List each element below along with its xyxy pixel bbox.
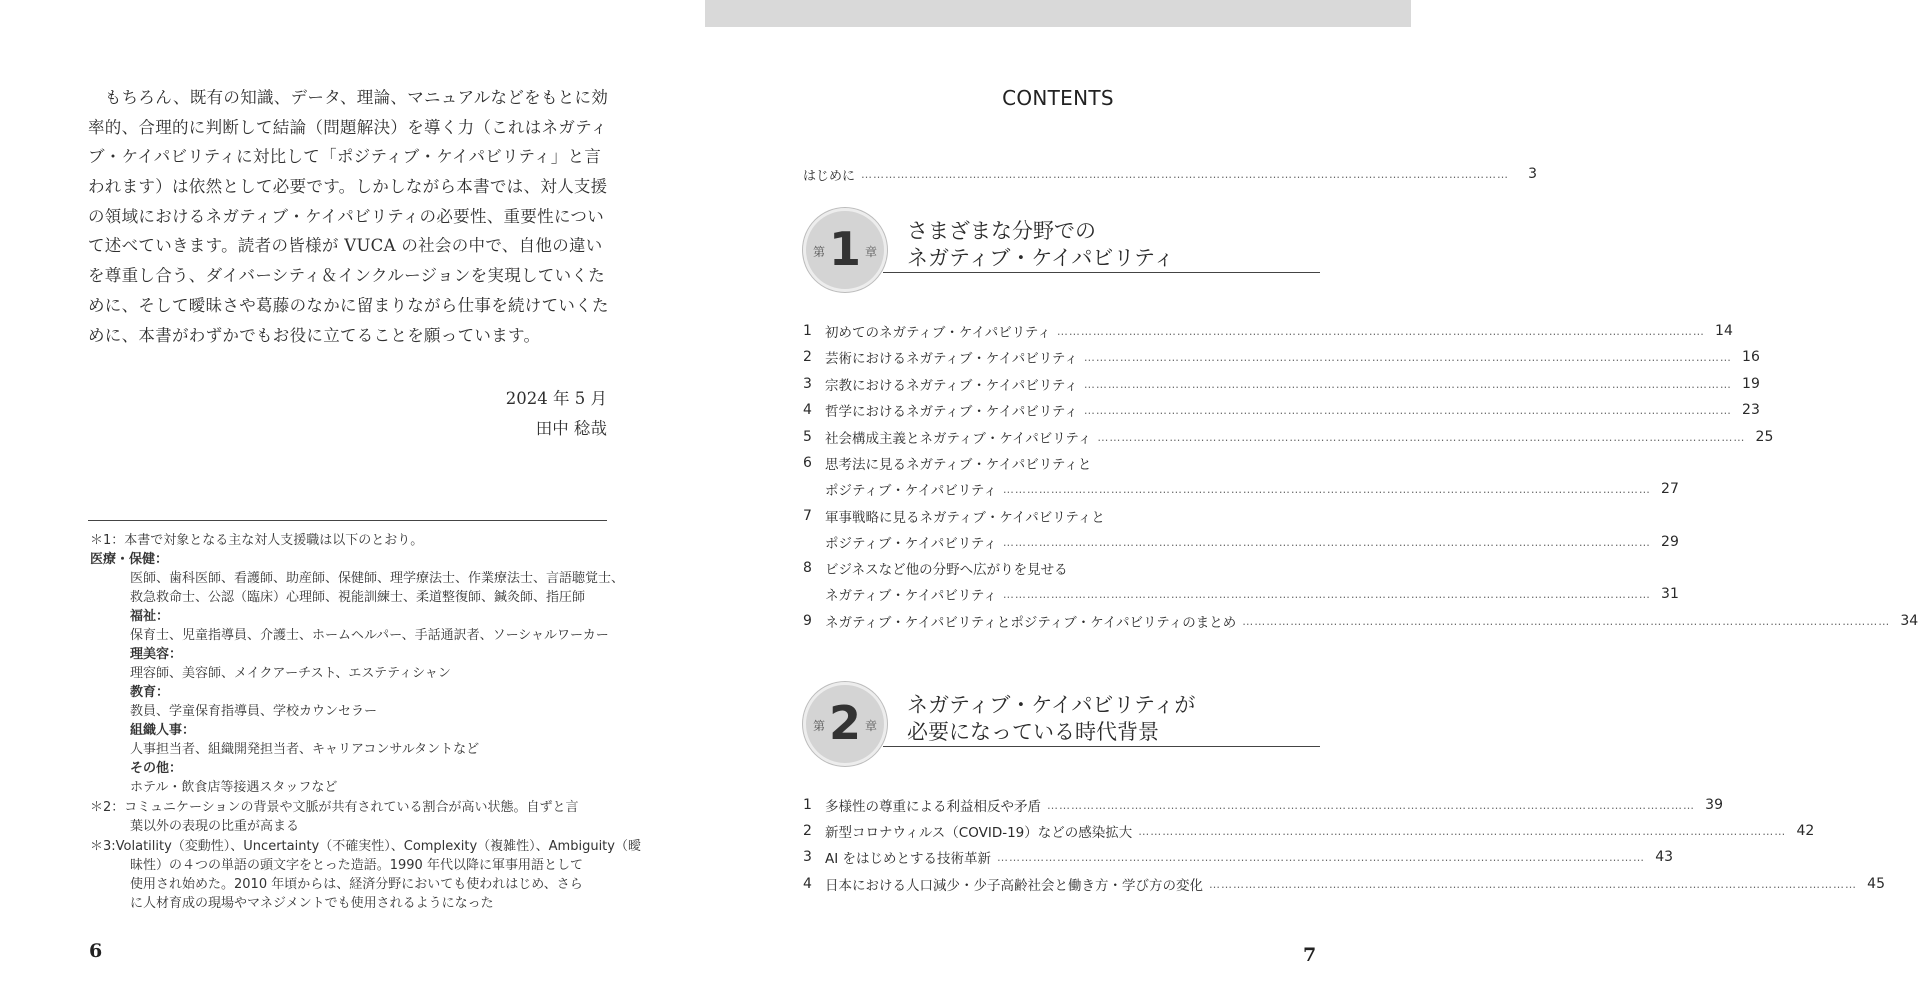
footnote-1-intro: ＊1：本書で対象となる主な対人支援職は以下のとおり。 — [90, 533, 424, 548]
toc-entry[interactable] — [803, 453, 1320, 473]
footnote-medical-line: 医師、歯科医師、看護師、助産師、保健師、理学療法士、作業療法士、言語聴覚士、 — [130, 571, 625, 586]
footnote-divider — [88, 520, 607, 521]
paragraph-line: の領域におけるネガティブ・ケイパビリティの必要性、重要性につい — [88, 206, 605, 226]
chapter-badge — [803, 208, 887, 292]
toc-entry-title: 軍事戦略に見るネガティブ・ケイパビリティと — [825, 510, 1105, 526]
chapter-sho-label: 章 — [864, 245, 877, 259]
top-gray-band — [705, 0, 1411, 27]
chapter-sho-label: 章 — [864, 719, 877, 733]
chapter-title — [907, 218, 1174, 272]
paragraph-line: ブ・ケイパビリティに対比して「ポジティブ・ケイパビリティ」と言 — [88, 147, 602, 167]
toc-leader-dots: ……………………………………………………………………………………………………………………………………………… — [1083, 403, 1732, 417]
toc-entry-page: 25 — [1755, 429, 1774, 445]
toc-entry-title: 思考法に見るネガティブ・ケイパビリティと — [825, 457, 1092, 473]
footnote-education-label: 教育： — [130, 685, 170, 700]
toc-entry-intro[interactable] — [803, 164, 1538, 184]
paragraph-line: めに、そして曖昧さや葛藤のなかに留まりながら仕事を続けていくた — [88, 295, 609, 315]
chapter-title-line: ネガティブ・ケイパビリティ — [907, 246, 1175, 270]
toc-entry-number: 2 — [803, 349, 812, 365]
footnote-welfare-label: 福祉： — [130, 609, 170, 624]
left-page — [0, 0, 705, 1000]
toc-entry-number: 1 — [803, 323, 812, 339]
toc-entry-page: 3 — [1528, 166, 1538, 182]
toc-leader-dots: ……………………………………………………………………………………………………………………………………………… — [1097, 430, 1746, 444]
afterword-paragraph — [88, 83, 612, 350]
chapter-2-header — [803, 682, 1320, 766]
toc-entry-page: 16 — [1742, 349, 1760, 365]
chapter-dai-label: 第 — [813, 719, 826, 733]
toc-entry-title: ビジネスなど他の分野へ広がりを見せる — [825, 562, 1068, 578]
toc-entry[interactable] — [803, 347, 1760, 367]
toc-entry-number: 6 — [803, 455, 812, 471]
footnote-hr-label: 組織人事： — [130, 723, 196, 738]
toc-entry-number: 1 — [803, 797, 812, 813]
toc-entry-title: ポジティブ・ケイパビリティ — [825, 483, 997, 499]
toc-leader-dots: ……………………………………………………………………………………………………………………………………………… — [1209, 877, 1857, 891]
toc-entry-page: 29 — [1661, 534, 1679, 550]
footnote-education-items: 教員、学童保育指導員、学校カウンセラー — [130, 704, 378, 719]
toc-entry-title: AI をはじめとする技術革新 — [825, 851, 992, 867]
toc-entry-page: 19 — [1742, 376, 1760, 392]
toc-entry-number: 9 — [803, 613, 812, 629]
toc-entry[interactable] — [803, 374, 1760, 394]
signature-author: 田中 稔哉 — [535, 419, 607, 438]
toc-entry-title: 日本における人口減少・少子高齢社会と働き方・学び方の変化 — [825, 878, 1203, 894]
toc-entry-title: 多様性の尊重による利益相反や矛盾 — [825, 799, 1041, 815]
toc-entry-title: ネガティブ・ケイパビリティ — [825, 588, 997, 604]
toc-entry[interactable] — [803, 847, 1674, 867]
toc-leader-dots: ……………………………………………………………………………………………………………………………………………… — [1242, 614, 1891, 628]
footnote-3-cont: 使用され始めた。2010 年頃からは、経済分野においても使われはじめ、さら — [130, 877, 583, 892]
paragraph-line: めに、本書がわずかでもお役に立てることを願っています。 — [88, 325, 541, 345]
page-number-left: 6 — [89, 940, 103, 962]
toc-entry-number: 2 — [803, 823, 812, 839]
toc-entry-title: 初めてのネガティブ・ケイパビリティ — [825, 325, 1051, 341]
toc-entry-number: 3 — [803, 376, 812, 392]
toc-leader-dots: ……………………………………………………………………………………………………………………………………………… — [1047, 798, 1695, 812]
footnote-beauty-label: 理美容： — [130, 647, 183, 662]
toc-entry-title: 哲学におけるネガティブ・ケイパビリティ — [825, 404, 1078, 420]
toc-entry[interactable] — [803, 821, 1815, 841]
chapter-title — [907, 692, 1195, 746]
toc-entry-page: 42 — [1796, 823, 1815, 839]
chapter-title-line: ネガティブ・ケイパビリティが — [907, 693, 1196, 717]
toc-leader-dots: ……………………………………………………………………………………………………………………………………………… — [1138, 824, 1787, 838]
toc-entry-page: 14 — [1715, 323, 1733, 339]
chapter-title-line: 必要になっている時代背景 — [907, 720, 1159, 744]
paragraph-line: を尊重し合う、ダイバーシティ＆インクルージョンを実現していくた — [88, 266, 606, 286]
toc-entry-title: 新型コロナウィルス（COVID-19）などの感染拡大 — [825, 825, 1133, 841]
footnote-3-cont: に人材育成の現場やマネジメントでも使用されるようになった — [130, 896, 494, 911]
chapter-number: 1 — [828, 222, 861, 276]
toc-entry-title: 芸術におけるネガティブ・ケイパビリティ — [825, 351, 1078, 367]
toc-entry-title: 社会構成主義とネガティブ・ケイパビリティ — [825, 431, 1092, 447]
toc-entry[interactable] — [803, 506, 1320, 526]
toc-entry[interactable] — [803, 874, 1885, 894]
footnote-other-items: ホテル・飲食店等接遇スタッフなど — [130, 780, 338, 795]
toc-entry-title: 宗教におけるネガティブ・ケイパビリティ — [825, 378, 1078, 394]
footnote-3-cont: 昧性）の４つの単語の頭文字をとった造語。1990 年代以降に軍事用語として — [130, 858, 583, 873]
paragraph-line: われます）は依然として必要です。しかしながら本書では、対人支援 — [88, 177, 608, 197]
toc-entry-title: はじめに — [803, 168, 856, 184]
paragraph-line: 率的、合理的に判断して結論（問題解決）を導く力（これはネガティ — [88, 117, 608, 137]
footnote-medical-line: 救急救命士、公認（臨床）心理師、視能訓練士、柔道整復師、鍼灸師、指圧師 — [130, 590, 586, 605]
toc-entry[interactable] — [803, 321, 1733, 341]
chapter-title-line: さまざまな分野での — [907, 219, 1096, 243]
right-page — [705, 0, 1918, 1000]
toc-leader-dots: ……………………………………………………………………………………………………………………………………………… — [1083, 350, 1732, 364]
toc-entry-page: 31 — [1661, 586, 1679, 602]
toc-entry-number: 7 — [803, 508, 812, 524]
toc-leader-dots: ……………………………………………………………………………………………………………………………………………… — [861, 167, 1510, 181]
toc-entry[interactable] — [803, 427, 1774, 447]
toc-entry-title: ネガティブ・ケイパビリティとポジティブ・ケイパビリティのまとめ — [825, 615, 1237, 631]
toc-entry-continuation[interactable] — [803, 479, 1679, 499]
toc-entry-page: 45 — [1867, 876, 1885, 892]
toc-leader-dots: ……………………………………………………………………………………………………………………………………………… — [1002, 482, 1651, 496]
toc-leader-dots: ……………………………………………………………………………………………………………………………………………… — [1056, 324, 1705, 338]
footnote-hr-items: 人事担当者、組織開発担当者、キャリアコンサルタントなど — [130, 742, 480, 757]
toc-leader-dots: ……………………………………………………………………………………………………………………………………………… — [1002, 535, 1651, 549]
toc-entry-page: 43 — [1655, 849, 1674, 865]
chapter-dai-label: 第 — [813, 245, 826, 259]
page-number-right: 7 — [1303, 944, 1317, 966]
toc-entry[interactable] — [803, 611, 1918, 631]
toc-entry-number: 4 — [803, 402, 812, 418]
footnote-2-cont: 葉以外の表現の比重が高まる — [130, 819, 300, 834]
toc-entry-number: 3 — [803, 849, 812, 865]
chapter-badge — [803, 682, 887, 766]
toc-entry-page: 34 — [1900, 613, 1918, 629]
toc-leader-dots: ……………………………………………………………………………………………………………………………………………… — [997, 850, 1646, 864]
footnote-other-label: その他： — [130, 761, 183, 776]
footnote-medical-label: 医療・保健： — [90, 552, 169, 567]
toc-entry-page: 39 — [1705, 797, 1723, 813]
footnote-2: ＊2：コミュニケーションの背景や文脈が共有されている割合が高い状態。自ずと言 — [90, 800, 579, 815]
toc-entry-continuation[interactable] — [803, 584, 1679, 604]
toc-entry-continuation[interactable] — [803, 532, 1679, 552]
chapter-1-header — [803, 208, 1320, 292]
footnote-welfare-items: 保育士、児童指導員、介護士、ホームヘルパー、手話通訳者、ソーシャルワーカー — [130, 628, 609, 643]
paragraph-line: て述べていきます。読者の皆様が VUCA の社会の中で、自他の違い — [88, 236, 603, 256]
toc-entry-page: 27 — [1661, 481, 1679, 497]
footnote-beauty-items: 理容師、美容師、メイクアーチスト、エステティシャン — [130, 666, 451, 681]
toc-entry-number: 5 — [803, 429, 812, 445]
contents-title: CONTENTS — [1002, 86, 1114, 110]
toc-leader-dots: ……………………………………………………………………………………………………………………………………………… — [1002, 587, 1651, 601]
toc-entry[interactable] — [803, 400, 1760, 420]
toc-entry-number: 8 — [803, 560, 812, 576]
chapter-underline — [883, 272, 1320, 273]
toc-entry[interactable] — [803, 558, 1320, 578]
toc-leader-dots: ……………………………………………………………………………………………………………………………………………… — [1083, 377, 1732, 391]
toc-entry[interactable] — [803, 795, 1723, 815]
toc-entry-page: 23 — [1742, 402, 1760, 418]
footnote-3: ＊3:Volatility（変動性）、Uncertainty（不確実性）、Complexity（複雑性）、Ambiguity（曖 — [90, 839, 641, 854]
chapter-underline — [883, 746, 1320, 747]
toc-entry-title: ポジティブ・ケイパビリティ — [825, 536, 997, 552]
chapter-number: 2 — [828, 696, 861, 750]
toc-entry-number: 4 — [803, 876, 812, 892]
paragraph-line: もちろん、既有の知識、データ、理論、マニュアルなどをもとに効 — [88, 88, 609, 107]
signature-date: 2024 年 5 月 — [505, 389, 607, 408]
